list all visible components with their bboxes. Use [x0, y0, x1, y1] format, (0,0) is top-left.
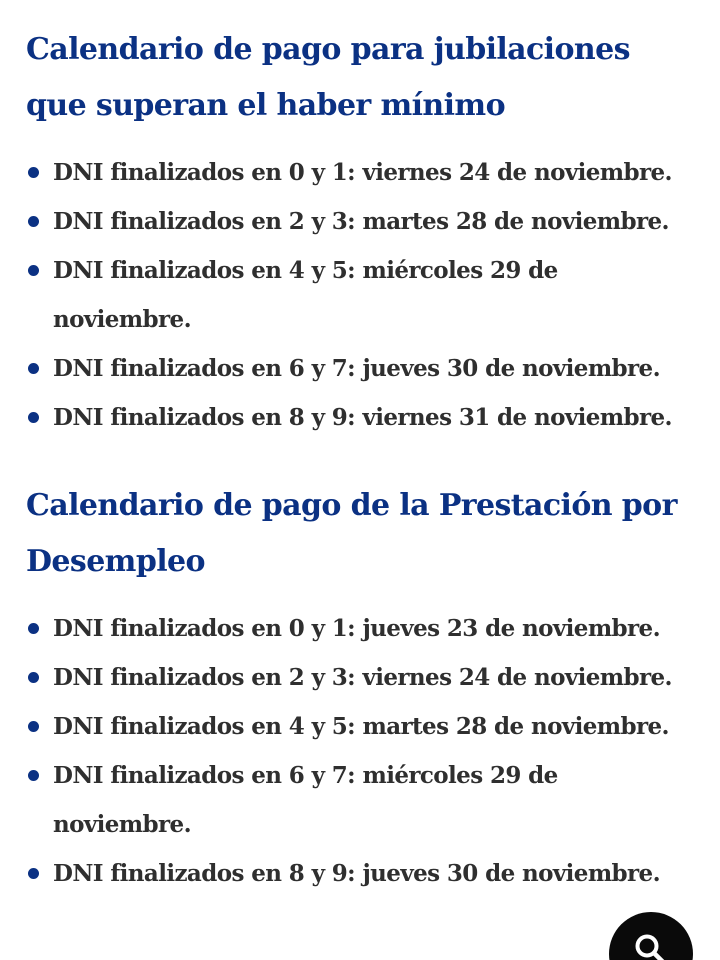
list-item-text: DNI finalizados en 4 y 5: martes 28 de noviembre.	[53, 713, 669, 740]
list-item-text: DNI finalizados en 0 y 1: viernes 24 de noviembre.	[53, 159, 672, 186]
bullet-icon	[28, 412, 39, 423]
bullet-icon	[28, 363, 39, 374]
list-item	[26, 197, 696, 246]
bullet-icon	[28, 868, 39, 879]
list-item-text: DNI finalizados en 2 y 3: martes 28 de noviembre.	[53, 208, 669, 235]
section-title: Calendario de pago para jubilaciones que superan el haber mínimo	[26, 32, 630, 123]
list-item	[26, 246, 696, 344]
payment-date-list	[26, 604, 696, 898]
list-item-text: DNI finalizados en 6 y 7: jueves 30 de noviembre.	[53, 355, 660, 382]
list-item	[26, 344, 696, 393]
section-desempleo	[26, 478, 696, 898]
bullet-icon	[28, 216, 39, 227]
list-item-text: DNI finalizados en 6 y 7: miércoles 29 de noviembre.	[53, 762, 558, 838]
bullet-icon	[28, 265, 39, 276]
list-item	[26, 751, 696, 849]
section-jubilaciones	[26, 22, 696, 442]
bullet-icon	[28, 623, 39, 634]
search-button[interactable]	[609, 912, 693, 960]
bullet-icon	[28, 770, 39, 781]
article-content	[26, 22, 696, 898]
list-item-text: DNI finalizados en 2 y 3: viernes 24 de noviembre.	[53, 664, 672, 691]
list-item-text: DNI finalizados en 4 y 5: miércoles 29 de noviembre.	[53, 257, 558, 333]
section-title: Calendario de pago de la Prestación por Desempleo	[26, 488, 677, 579]
search-icon	[633, 932, 669, 960]
bullet-icon	[28, 721, 39, 732]
list-item	[26, 702, 696, 751]
list-item-text: DNI finalizados en 8 y 9: viernes 31 de noviembre.	[53, 404, 672, 431]
list-item	[26, 148, 696, 197]
list-item	[26, 849, 696, 898]
bullet-icon	[28, 672, 39, 683]
list-item-text: DNI finalizados en 0 y 1: jueves 23 de noviembre.	[53, 615, 660, 642]
list-item-text: DNI finalizados en 8 y 9: jueves 30 de noviembre.	[53, 860, 660, 887]
bullet-icon	[28, 167, 39, 178]
list-item	[26, 393, 696, 442]
list-item	[26, 604, 696, 653]
payment-date-list	[26, 148, 696, 442]
list-item	[26, 653, 696, 702]
